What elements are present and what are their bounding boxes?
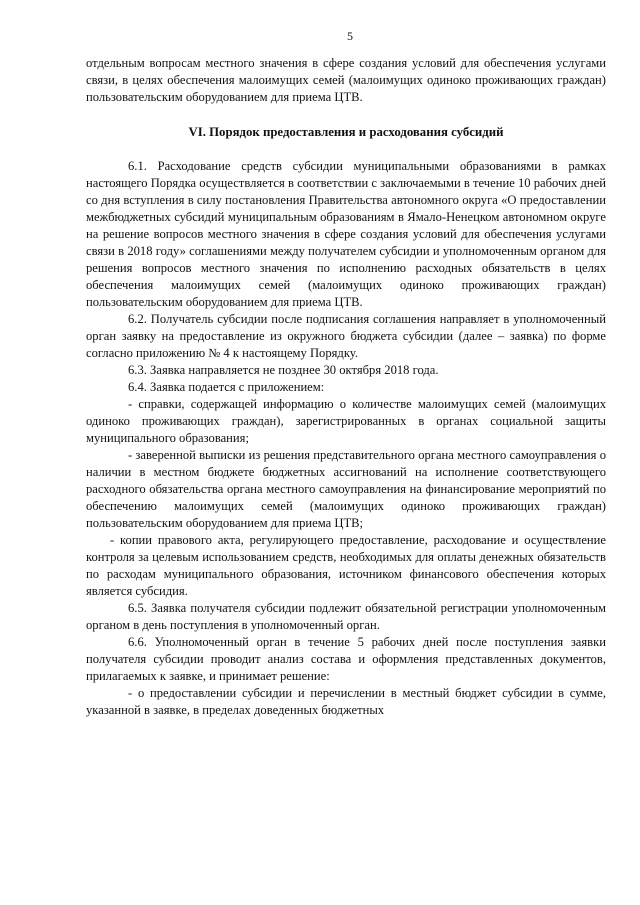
paragraph-6-2: 6.2. Получатель субсидии после подписания соглашения направляет в уполномоченный орган заявку на предоставление из окружного бюджета субсидии (далее – заявка) по форме согласно приложению № 4 к настоящему Порядку. xyxy=(86,312,606,360)
list-item-decision: - о предоставлении субсидии и перечислении в местный бюджет субсидии в сумме, указанной в заявке, в пределах доведенных бюджетных xyxy=(86,686,606,717)
paragraph-6-6: 6.6. Уполномоченный орган в течение 5 рабочих дней после поступления заявки получателя субсидии проводит анализ состава и оформления представленных документов, прилагаемых к заявке, и принимает решение: xyxy=(86,635,606,683)
list-item-legal-act: - копии правового акта, регулирующего предоставление, расходование и осуществление контроля за целевым использованием средств, необходимых для оплаты денежных обязательств по расходам муниципального образования, источником финансового обеспечения которых является субсидия. xyxy=(86,533,606,598)
list-item-extract: - заверенной выписки из решения представительного органа местного самоуправления о наличии в местном бюджете бюджетных ассигнований на исполнение соответствующего расходного обязательства органа местного самоуправления на финансирование мероприятий по обеспечению малоимущих семей (малоимущих одиноко проживающих граждан) пользовательским оборудованием для приема ЦТВ; xyxy=(86,448,606,530)
page-number: 5 xyxy=(347,29,353,43)
paragraph-6-1: 6.1. Расходование средств субсидии муниципальными образованиями в рамках настоящего Порядка осуществляется в соответствии с заключаемыми в течение 10 рабочих дней со дня вступления в силу постановления Правительства автономного округа «О предоставлении межбюджетных субсидий муниципальным образованиям в Ямало-Ненецком автономном округе на решение вопросов местного значения в сфере создания условий для обеспечения услугами связи в 2018 году» соглашениями между получателем субсидии и уполномоченным органом для решения вопросов местного значения по исполнению расходных обязательств в целях обеспечения малоимущих семей (малоимущих одиноко проживающих граждан) пользовательским оборудованием для приема ЦТВ. xyxy=(86,159,606,309)
list-item-certificate: - справки, содержащей информацию о количестве малоимущих семей (малоимущих одиноко проживающих граждан), зарегистрированных в органах социальной защиты муниципального образования; xyxy=(86,397,606,445)
paragraph-6-5: 6.5. Заявка получателя субсидии подлежит обязательной регистрации уполномоченным органом в день поступления в уполномоченный орган. xyxy=(86,601,606,632)
section-title: VI. Порядок предоставления и расходования субсидий xyxy=(188,125,504,139)
intro-paragraph: отдельным вопросам местного значения в сфере создания условий для обеспечения услугами связи, в целях обеспечения малоимущих семей (малоимущих одиноко проживающих граждан) пользовательским оборудованием для приема ЦТВ. xyxy=(86,56,606,104)
document-page xyxy=(86,28,606,719)
paragraph-6-3: 6.3. Заявка направляется не позднее 30 октября 2018 года. xyxy=(128,363,439,377)
paragraph-6-4: 6.4. Заявка подается с приложением: xyxy=(128,380,325,394)
